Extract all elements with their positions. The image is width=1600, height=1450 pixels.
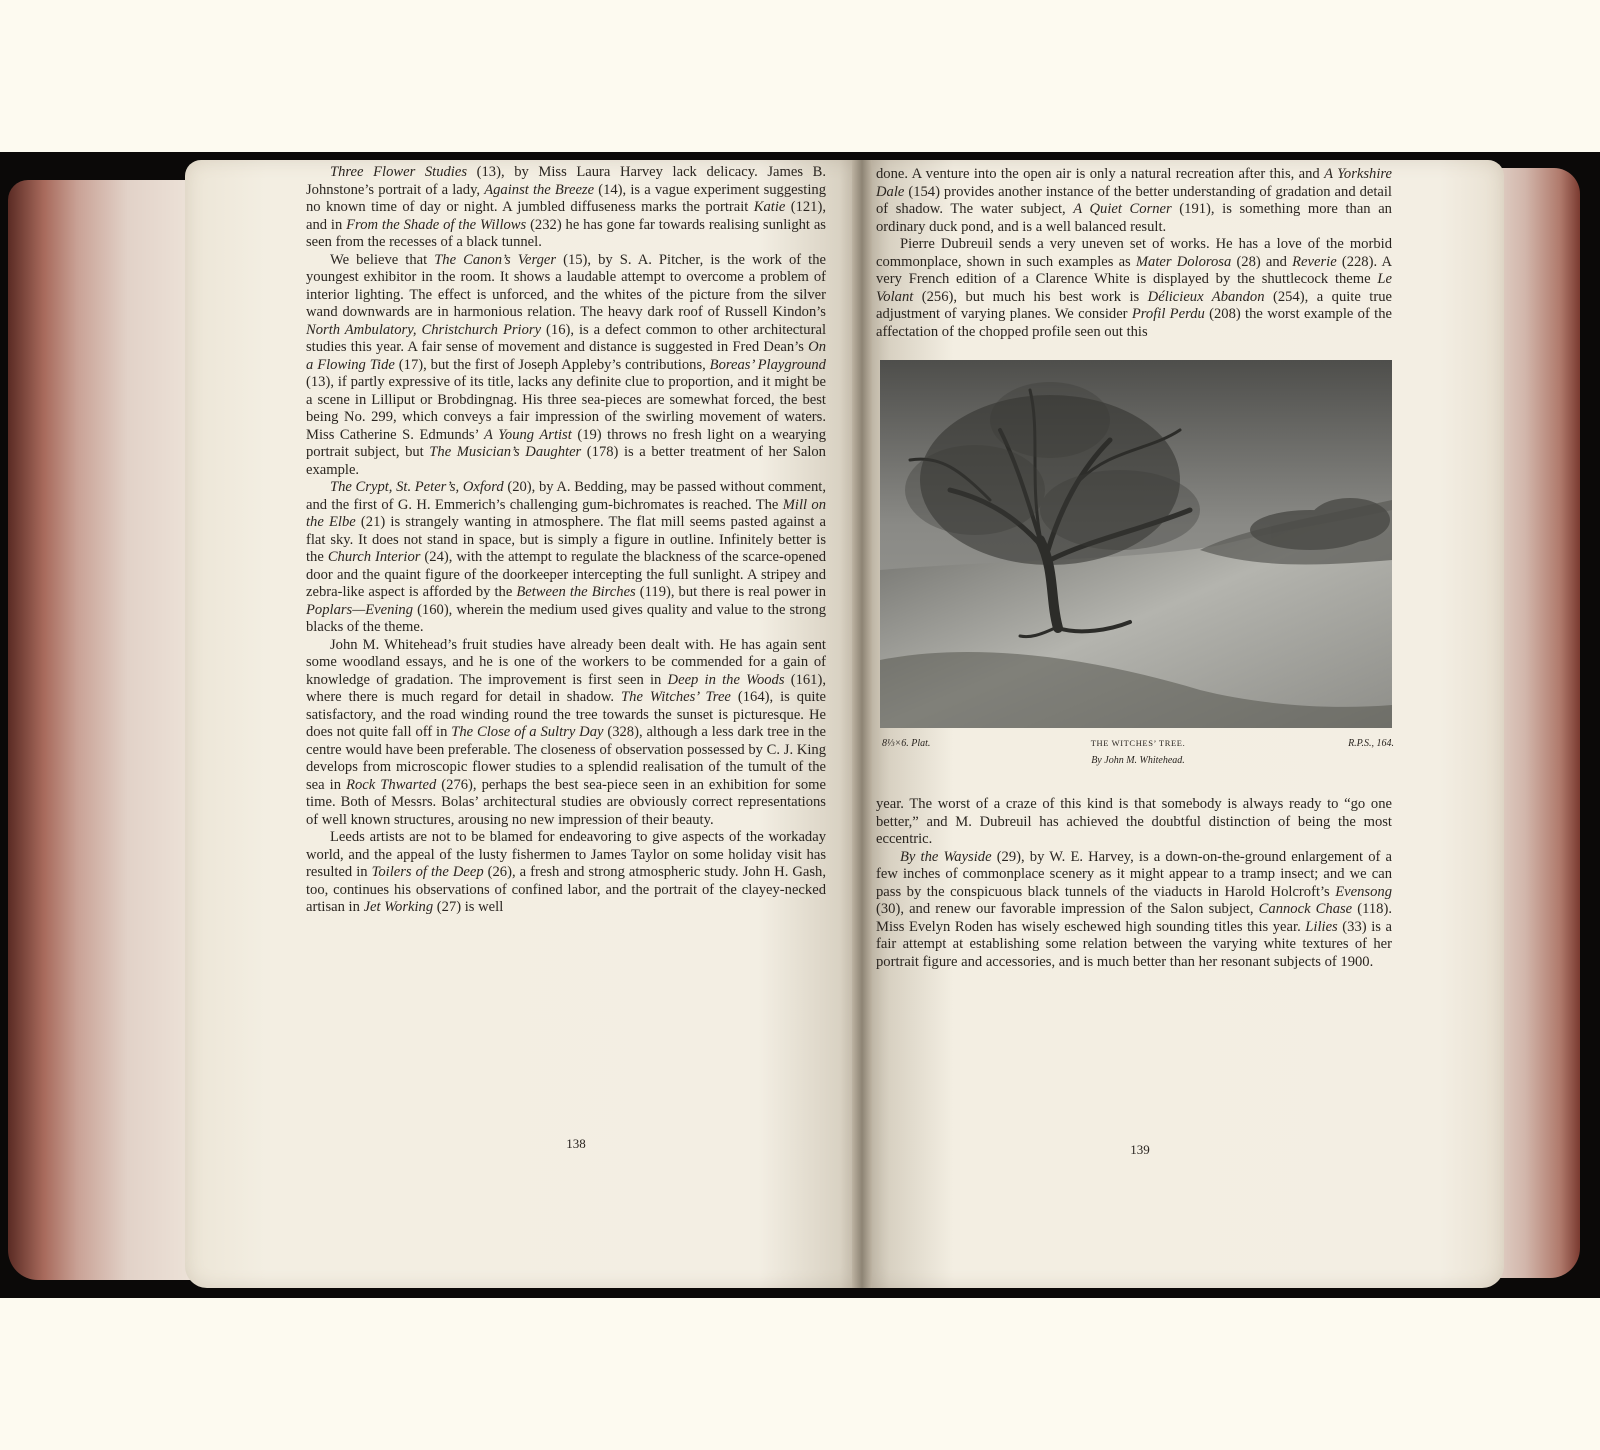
text-run: We believe that bbox=[330, 251, 435, 268]
text-run: done. A venture into the open air is only a natural recreation after this, and bbox=[876, 166, 1325, 182]
italic-title: Deep in the Woods bbox=[667, 671, 785, 688]
paragraph bbox=[306, 479, 826, 637]
text-run: (19) throws no fresh light on a wearying portrait subject, but bbox=[306, 426, 826, 460]
text-run: (164), is quite satisfactory, and the road winding round the tree towards the sunset is picturesque. He does not quite fall off in bbox=[306, 689, 826, 740]
italic-title: Boreas’ Playground bbox=[709, 356, 826, 373]
italic-title: Profil Perdu bbox=[1131, 306, 1205, 322]
text-run: (208) the worst example of the affectation of the chopped profile seen out this bbox=[876, 306, 1392, 340]
italic-title: On a Flowing Tide bbox=[306, 339, 826, 373]
italic-title: Jet Working bbox=[363, 899, 434, 915]
text-run: (328), although a less dark tree in the centre would have been preferable. The closeness of observation possessed by C. J. King develops from microscopic flower studies to a splendid realisation of the tumult of the sea in bbox=[306, 724, 826, 793]
text-run: (178) is a better treatment of her Salon example. bbox=[306, 444, 826, 478]
italic-title: From the Shade of the Willows bbox=[346, 216, 527, 233]
italic-title: Church Interior bbox=[327, 549, 421, 565]
italic-title: Poplars—Evening bbox=[306, 601, 414, 618]
page-number-left: 138 bbox=[566, 1136, 586, 1151]
italic-title: The Musician’s Daughter bbox=[429, 444, 582, 460]
paragraph bbox=[876, 236, 1392, 341]
left-page-edges bbox=[8, 180, 208, 1280]
plate-reference: R.P.S., 164. bbox=[1348, 738, 1394, 749]
right-page-body-bottom bbox=[876, 796, 1392, 971]
text-run: (24), with the attempt to regulate the blackness of the scarce-opened door and the quaint figure of the doorkeeper intercepting the full sunlight. A stripey and zebra-like aspect is afforded by the bbox=[306, 549, 827, 600]
text-run: Leeds artists are not to be blamed for endeavoring to give aspects of the workaday world, and the appeal of the lusty fishermen to James Taylor on some holiday visit has resulted in bbox=[306, 829, 826, 880]
text-run: (256), but much his best work is bbox=[913, 288, 1148, 305]
italic-title: The Crypt, St. Peter’s, Oxford bbox=[330, 479, 504, 495]
text-run: (232) he has gone far towards realising sunlight as seen from the recesses of a black tunnel. bbox=[306, 216, 826, 250]
page-number-right: 139 bbox=[1130, 1142, 1150, 1157]
italic-title: Evensong bbox=[1335, 883, 1392, 900]
italic-title: Reverie bbox=[1292, 253, 1337, 270]
paragraph bbox=[306, 252, 826, 480]
text-run: (15), by S. A. Pitcher, is the work of the youngest exhibitor in the room. It shows a laudable attempt to overcome a problem of interior lighting. The effect is unforced, and the whites of the picture from the silver wand downwards are in harmonious relation. The heavy dark roof of Russell Kindon’s bbox=[306, 251, 826, 320]
text-run: (118). Miss Evelyn Roden has wisely eschewed high sounding titles this year. bbox=[876, 901, 1392, 935]
text-run: (161), where there is much regard for detail in shadow. bbox=[306, 671, 826, 705]
italic-title: Against the Breeze bbox=[484, 181, 595, 198]
text-run: (14), is a vague experiment suggesting no known time of day or night. A jumbled diffuseness marks the portrait bbox=[306, 181, 827, 215]
text-run: (28) and bbox=[1231, 253, 1293, 270]
text-run: John M. Whitehead’s fruit studies have already been dealt with. He has again sent some woodland essays, and he is one of the workers to be commended for a gain of knowledge of gradation. The improvement is first seen in bbox=[306, 636, 826, 688]
text-run: (16), is a defect common to other architectural studies this year. A fair sense of movement and distance is suggested in Fred Dean’s bbox=[306, 321, 826, 355]
text-run: (191), is something more than an ordinary duck pond, and is a well balanced result. bbox=[876, 201, 1392, 235]
text-run: (20), by A. Bedding, may be passed without comment, and the first of G. H. Emmerich’s challenging gum-bichromates is reached. The bbox=[306, 479, 826, 513]
italic-title: Mill on the Elbe bbox=[306, 496, 826, 530]
italic-title: Mater Dolorosa bbox=[1135, 253, 1232, 270]
paragraph bbox=[876, 166, 1392, 236]
plate-credit: By John M. Whitehead. bbox=[1091, 755, 1185, 766]
text-run: (228). A very French edition of a Clarence White is displayed by the shuttlecock theme bbox=[876, 253, 1392, 287]
paragraph bbox=[876, 796, 1392, 849]
plate-size-label: 8⅓×6. Plat. bbox=[882, 738, 931, 749]
italic-title: By the Wayside bbox=[900, 848, 992, 865]
book-gutter bbox=[852, 160, 872, 1288]
text-run: (119), but there is real power in bbox=[635, 584, 826, 600]
italic-title: A Quiet Corner bbox=[1073, 201, 1172, 217]
text-run: (21) is strangely wanting in atmosphere. The flat mill seems pasted against a flat sky. It does not stand in space, but is simply a figure in outline. Infinitely better is the bbox=[306, 514, 826, 565]
text-run: (29), by W. E. Harvey, is a down-on-the-ground enlargement of a few inches of commonplace scenery as it might appear to a tramp insect; and we can pass by the conspicuous black tunnels of the viaducts in Harold Holcroft’s bbox=[876, 848, 1392, 900]
italic-title: The Canon’s Verger bbox=[434, 251, 557, 268]
text-run: (276), perhaps the best sea-piece seen in an exhibition for some time. Both of Messrs. Bolas’ architectural studies are obviously correct representations of well known structures, arousing no new impression of their beauty. bbox=[306, 776, 826, 828]
left-page-body bbox=[306, 164, 826, 917]
text-run: (13), by Miss Laura Harvey lack delicacy. James B. Johnstone’s portrait of a lady, bbox=[306, 164, 827, 198]
paragraph bbox=[306, 164, 826, 252]
italic-title: Three Flower Studies bbox=[330, 164, 468, 180]
text-run: (13), if partly expressive of its title, lacks any definite clue to proportion, and it might be a scene in Lilliput or Brobdingnag. His three sea-pieces are somewhat forced, the best being No. 299, which conveys a fair impression of the swirling movement of waters. Miss Catherine S. Edmunds’ bbox=[306, 374, 826, 443]
italic-title: A Young Artist bbox=[483, 426, 572, 443]
italic-title: North Ambulatory, Christchurch Priory bbox=[306, 321, 542, 338]
text-run: Pierre Dubreuil sends a very uneven set of works. He has a love of the morbid commonplace, shown in such examples as bbox=[876, 236, 1392, 270]
right-page-body-top bbox=[876, 166, 1392, 341]
text-run: (160), wherein the medium used gives quality and value to the strong blacks of the theme. bbox=[306, 601, 826, 635]
plate-caption bbox=[882, 738, 1394, 754]
italic-title: The Close of a Sultry Day bbox=[451, 724, 604, 740]
witches-tree-photograph bbox=[880, 360, 1392, 728]
text-run: (33) is a fair attempt at establishing some relation between the varying white textures of her portrait figure and accessories, and is much better than her resonant subjects of 1900. bbox=[876, 918, 1392, 970]
text-run: (27) is well bbox=[433, 899, 504, 915]
italic-title: Délicieux Abandon bbox=[1147, 288, 1265, 305]
italic-title: Between the Birches bbox=[516, 584, 636, 600]
plate-image bbox=[880, 360, 1392, 728]
italic-title: Rock Thwarted bbox=[346, 776, 437, 793]
italic-title: Cannock Chase bbox=[1258, 901, 1353, 917]
text-run: (154) provides another instance of the better understanding of gradation and detail of shadow. The water subject, bbox=[876, 183, 1392, 217]
text-run: (121), and in bbox=[306, 199, 826, 233]
italic-title: Le Volant bbox=[876, 271, 1392, 305]
italic-title: A Yorkshire Dale bbox=[876, 166, 1392, 200]
text-run: year. The worst of a craze of this kind is that somebody is always ready to “go one better,” and M. Dubreuil has achieved the doubtful distinction of being the most eccentric. bbox=[876, 796, 1392, 847]
text-run: (17), but the first of Joseph Appleby’s contributions, bbox=[394, 356, 710, 373]
plate-title: THE WITCHES’ TREE. bbox=[1090, 738, 1186, 748]
italic-title: The Witches’ Tree bbox=[621, 689, 731, 705]
text-run: (254), a quite true adjustment of varying planes. We consider bbox=[876, 288, 1392, 322]
italic-title: Toilers of the Deep bbox=[371, 864, 484, 880]
text-run: (26), a fresh and strong atmospheric study. John H. Gash, too, continues his observations of confined labor, and the portrait of the clayey-necked artisan in bbox=[306, 864, 827, 915]
italic-title: Katie bbox=[753, 199, 786, 215]
paragraph bbox=[876, 849, 1392, 972]
paragraph bbox=[306, 829, 826, 917]
paragraph bbox=[306, 637, 826, 830]
text-run: (30), and renew our favorable impression of the Salon subject, bbox=[876, 901, 1259, 917]
italic-title: Lilies bbox=[1305, 918, 1338, 935]
